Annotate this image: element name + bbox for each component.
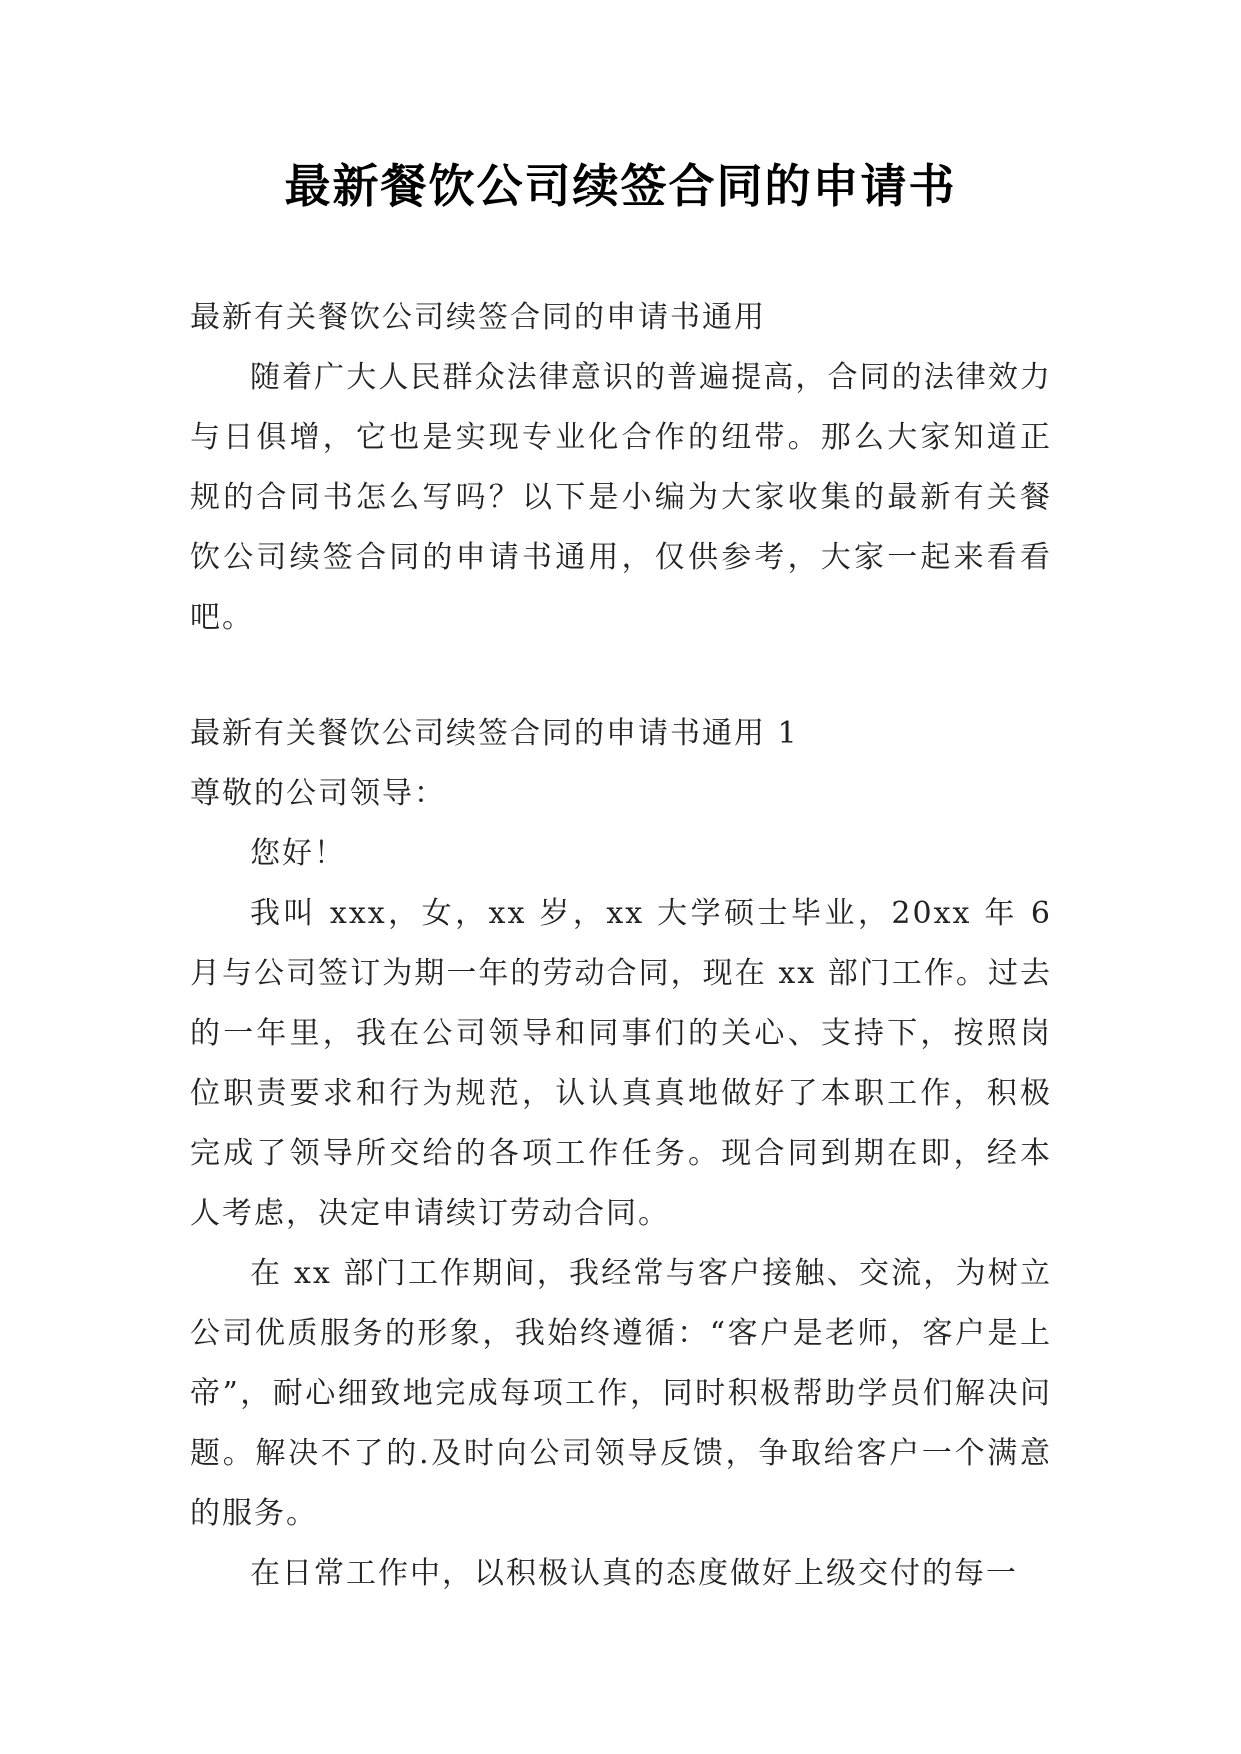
document-title: 最新餐饮公司续签合同的申请书: [284, 159, 957, 213]
intro-paragraph: 随着广大人民群众法律意识的普遍提高，合同的法律效力与日俱增，它也是实现专业化合作的纽带。那么大家知道正规的合同书怎么写吗？以下是小编为大家收集的最新有关餐饮公司续签合同的申请书通用，仅供参考，大家一起来看看吧。: [190, 360, 1052, 635]
section-heading: 最新有关餐饮公司续签合同的申请书通用 1: [190, 716, 799, 751]
body-paragraph: 在 xx 部门工作期间，我经常与客户接触、交流，为树立公司优质服务的形象，我始终遵循：“客户是老师，客户是上帝”，耐心细致地完成每项工作，同时积极帮助学员们解决问题。解决不了的.及时向公司领导反馈，争取给客户一个满意的服务。: [190, 1256, 1052, 1531]
subtitle: 最新有关餐饮公司续签合同的申请书通用: [190, 300, 766, 335]
body-paragraph: 在日常工作中，以积极认真的态度做好上级交付的每一: [250, 1556, 1018, 1591]
document-body: [190, 288, 1052, 1604]
salutation: 尊敬的公司领导：: [190, 776, 446, 811]
body-paragraph: 我叫 xxx，女，xx 岁，xx 大学硕士毕业，20xx 年 6 月与公司签订为期一年的劳动合同，现在 xx 部门工作。过去的一年里，我在公司领导和同事们的关心、支持下，按照岗位职责要求和行为规范，认认真真地做好了本职工作，积极完成了领导所交给的各项工作任务。现合同到期在即，经本人考虑，决定申请续订劳动合同。: [190, 896, 1052, 1231]
section-spacer: [190, 648, 1052, 704]
greeting: 您好！: [250, 836, 346, 871]
